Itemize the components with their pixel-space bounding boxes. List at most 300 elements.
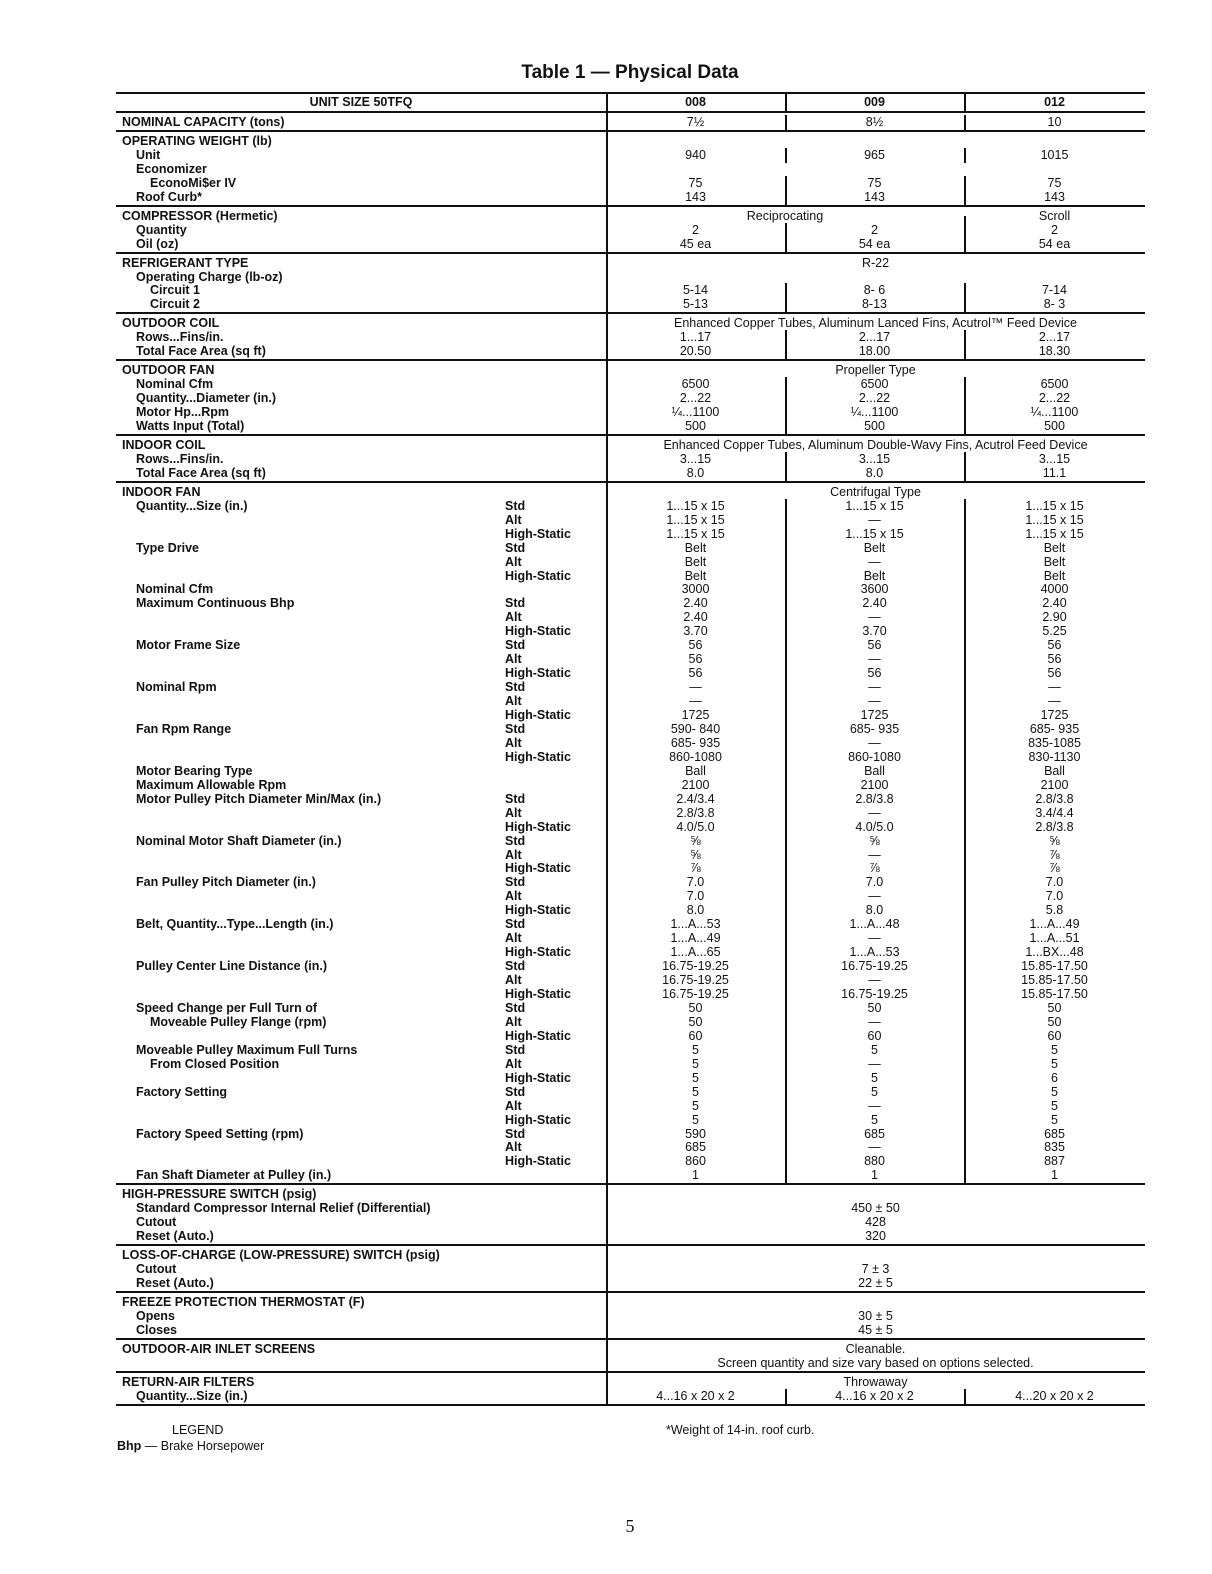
value-cell: Belt — [1043, 568, 1066, 583]
value-cell: 7.0 — [686, 889, 705, 904]
column-divider — [964, 610, 966, 625]
column-divider — [785, 987, 787, 1002]
table-title: Table 1 — Physical Data — [521, 62, 739, 83]
value-cell: 685- 935 — [849, 721, 900, 736]
column-divider — [785, 176, 787, 191]
column-divider — [964, 555, 966, 570]
column-divider — [785, 764, 787, 779]
option-label: High-Static — [505, 1154, 571, 1169]
column-divider — [785, 1127, 787, 1142]
column-divider — [785, 190, 787, 205]
value-cell: 8- 6 — [863, 283, 886, 298]
row-label: Cutout — [136, 1262, 177, 1277]
value-cell: 7½ — [686, 115, 705, 129]
value-cell: 75 — [1047, 175, 1062, 190]
value-cell: 8.0 — [686, 465, 705, 480]
value-cell: 143 — [864, 189, 885, 204]
row-label: Opens — [136, 1308, 175, 1323]
value-cell: 8.0 — [686, 903, 705, 918]
value-cell: 5 — [1051, 1098, 1058, 1113]
value-cell: 4.0/5.0 — [855, 819, 894, 834]
value-cell: 2.8/3.8 — [1035, 819, 1074, 834]
column-divider — [785, 931, 787, 946]
column-divider — [785, 750, 787, 765]
column-divider — [964, 1389, 966, 1404]
legend-entry — [117, 1438, 264, 1454]
column-divider — [964, 596, 966, 611]
row-label: Fan Pulley Pitch Diameter (in.) — [136, 875, 316, 890]
value-cell: 6 — [1051, 1070, 1058, 1085]
column-divider — [964, 638, 966, 653]
column-divider — [964, 541, 966, 556]
section-divider — [606, 1184, 608, 1244]
column-divider — [964, 237, 966, 252]
column-divider — [964, 666, 966, 681]
option-label: High-Static — [505, 749, 571, 764]
value-cell: 16.75-19.25 — [662, 973, 729, 988]
row-label: Circuit 1 — [150, 283, 201, 298]
value-cell: 1...A...65 — [670, 945, 721, 960]
option-label: Alt — [505, 652, 522, 667]
value-cell: 1725 — [860, 708, 889, 722]
legend-heading: LEGEND — [172, 1423, 224, 1437]
column-divider — [785, 1085, 787, 1100]
value-cell: 3...15 — [858, 451, 891, 466]
value-cell: 50 — [688, 1014, 703, 1029]
value-cell: 1 — [871, 1168, 878, 1183]
column-divider — [785, 419, 787, 434]
row-label: Cutout — [136, 1215, 177, 1230]
value-cell: 50 — [867, 1000, 882, 1015]
column-divider — [785, 1113, 787, 1128]
value-cell: 16.75-19.25 — [662, 987, 729, 1001]
row-label: Motor Frame Size — [136, 638, 241, 653]
value-cell: 60 — [1047, 1028, 1062, 1043]
section-rule — [116, 1404, 1145, 1406]
row-label: Maximum Allowable Rpm — [136, 777, 287, 792]
value-cell: — — [868, 680, 881, 695]
value-cell: — — [868, 1014, 881, 1029]
value-cell: 3...15 — [679, 451, 712, 466]
value-cell: Belt — [863, 540, 886, 555]
column-divider — [785, 792, 787, 807]
column-divider — [964, 861, 966, 876]
row-label: Oil (oz) — [136, 236, 179, 251]
option-label: High-Static — [505, 1070, 571, 1085]
value-cell: 2100 — [681, 777, 710, 792]
value-cell: — — [868, 652, 881, 667]
row-label: Operating Charge (lb-oz) — [136, 269, 283, 284]
column-divider — [785, 1071, 787, 1086]
section-divider — [606, 1292, 608, 1338]
column-header-012: 012 — [1044, 95, 1065, 109]
section-rule — [116, 1244, 1145, 1246]
column-divider — [785, 820, 787, 835]
column-divider — [964, 1071, 966, 1086]
column-divider — [785, 405, 787, 420]
merged-value: 450 ± 50 — [851, 1201, 900, 1216]
value-cell: 56 — [688, 666, 703, 681]
section-divider — [606, 1245, 608, 1291]
row-label: Nominal Cfm — [136, 377, 214, 392]
value-cell: 3600 — [860, 582, 889, 597]
value-cell: ⅝ — [869, 833, 880, 848]
value-cell: 2.4/3.4 — [676, 791, 715, 806]
value-cell: 5 — [692, 1070, 699, 1085]
column-divider — [785, 736, 787, 751]
merged-value: Propeller Type — [835, 363, 916, 378]
value-cell: 830-1130 — [1028, 749, 1081, 764]
column-header-009: 009 — [864, 95, 885, 109]
row-label: Quantity...Diameter (in.) — [136, 391, 277, 406]
column-divider — [964, 1015, 966, 1030]
column-divider — [785, 652, 787, 667]
value-cell: 10 — [1047, 115, 1062, 129]
column-divider — [785, 330, 787, 345]
column-divider — [785, 889, 787, 904]
value-cell: 6500 — [860, 377, 889, 392]
row-label: Nominal Cfm — [136, 582, 214, 597]
column-divider — [785, 297, 787, 312]
section-divider — [606, 313, 608, 359]
column-divider — [964, 419, 966, 434]
row-label: NOMINAL CAPACITY (tons) — [122, 115, 285, 129]
value-cell: ⅞ — [690, 861, 701, 876]
column-divider — [964, 875, 966, 890]
option-label: Std — [505, 498, 526, 513]
column-divider — [785, 945, 787, 960]
value-cell: 685- 935 — [670, 735, 721, 750]
value-cell: 56 — [1047, 666, 1062, 681]
row-label: LOSS-OF-CHARGE (LOW-PRESSURE) SWITCH (psig) — [122, 1248, 440, 1263]
option-label: High-Static — [505, 1028, 571, 1043]
column-divider — [785, 959, 787, 974]
row-label: Standard Compressor Internal Relief (Differential) — [136, 1201, 431, 1216]
value-cell: 6500 — [1040, 377, 1069, 392]
value-cell: 4...16 x 20 x 2 — [656, 1388, 735, 1403]
option-label: Alt — [505, 554, 522, 569]
value-cell: 75 — [867, 175, 882, 190]
value-cell: 685 — [1044, 1126, 1065, 1141]
option-label: High-Static — [505, 708, 571, 722]
value-cell: ⅝ — [690, 833, 701, 848]
merged-value: R-22 — [861, 255, 890, 270]
value-cell: 2 — [692, 222, 699, 237]
merged-value: Centrifugal Type — [830, 484, 921, 499]
value-cell: 685- 935 — [1029, 721, 1080, 736]
row-label: OUTDOOR COIL — [122, 316, 220, 331]
table-top-rule — [116, 92, 1145, 94]
value-cell: 1...BX...48 — [1025, 945, 1084, 960]
value-cell: 1 — [692, 1168, 699, 1183]
row-label: REFRIGERANT TYPE — [122, 255, 249, 270]
option-label: High-Static — [505, 1112, 571, 1127]
option-label: High-Static — [505, 624, 571, 639]
value-cell: — — [868, 1056, 881, 1071]
column-divider — [785, 541, 787, 556]
option-label: Alt — [505, 1014, 522, 1029]
value-cell: — — [868, 931, 881, 946]
column-divider — [964, 778, 966, 793]
value-cell: — — [868, 1098, 881, 1113]
column-divider — [785, 680, 787, 695]
column-divider — [964, 190, 966, 205]
header-divider — [964, 92, 966, 112]
merged-value: 45 ± 5 — [858, 1322, 893, 1337]
row-label: Speed Change per Full Turn of — [136, 1000, 318, 1015]
column-divider — [964, 223, 966, 238]
header-divider — [785, 92, 787, 112]
column-divider — [785, 708, 787, 723]
row-label: Fan Rpm Range — [136, 721, 232, 736]
option-label: Std — [505, 917, 526, 932]
value-cell: 4.0/5.0 — [676, 819, 715, 834]
column-divider — [964, 527, 966, 542]
column-divider — [964, 973, 966, 988]
value-cell: Ball — [864, 763, 885, 778]
option-label: Alt — [505, 1140, 522, 1155]
column-divider — [964, 764, 966, 779]
row-label: Economizer — [136, 161, 207, 176]
value-cell: 5 — [871, 1042, 878, 1057]
column-divider — [785, 834, 787, 849]
merged-value: 30 ± 5 — [858, 1308, 893, 1323]
row-label: Fan Shaft Diameter at Pulley (in.) — [136, 1168, 332, 1183]
row-label: Nominal Rpm — [136, 680, 217, 695]
value-cell: 3000 — [681, 582, 710, 597]
value-cell: 7.0 — [1045, 875, 1064, 890]
value-cell: 7.0 — [686, 875, 705, 890]
option-label: Alt — [505, 805, 522, 820]
value-cell: 590 — [685, 1126, 706, 1141]
value-cell: 1...A...51 — [1029, 931, 1080, 946]
value-cell: ⅞ — [1049, 847, 1060, 862]
value-cell: 1...15 x 15 — [845, 526, 904, 541]
row-label: Roof Curb* — [136, 189, 202, 204]
column-divider — [785, 1140, 787, 1155]
column-divider — [964, 1057, 966, 1072]
column-divider — [964, 1029, 966, 1044]
value-cell: 2...22 — [858, 391, 891, 406]
row-label: Quantity — [136, 222, 187, 237]
column-divider — [785, 513, 787, 528]
value-cell: Belt — [1043, 540, 1066, 555]
value-cell: 5 — [871, 1070, 878, 1085]
option-label: High-Static — [505, 568, 571, 583]
value-cell: Ball — [685, 763, 706, 778]
row-label: Moveable Pulley Flange (rpm) — [150, 1014, 327, 1029]
value-cell: 860-1080 — [848, 749, 901, 764]
value-cell: 2.8/3.8 — [855, 791, 894, 806]
column-divider — [785, 499, 787, 514]
value-cell: 2...17 — [1038, 330, 1071, 345]
value-cell: 5 — [692, 1056, 699, 1071]
column-divider — [964, 1099, 966, 1114]
merged-value: Screen quantity and size vary based on options selected. — [717, 1355, 1034, 1370]
value-cell: 16.75-19.25 — [841, 959, 908, 974]
option-label: Std — [505, 1042, 526, 1057]
column-divider — [785, 569, 787, 584]
option-label: Std — [505, 680, 526, 695]
column-divider — [785, 596, 787, 611]
value-cell: 835 — [1044, 1140, 1065, 1155]
column-divider — [964, 148, 966, 163]
column-divider — [785, 1057, 787, 1072]
column-divider — [964, 1113, 966, 1128]
value-cell: 15.85-17.50 — [1021, 987, 1088, 1001]
value-cell: 590- 840 — [670, 721, 721, 736]
column-divider — [785, 223, 787, 238]
column-divider — [785, 283, 787, 298]
row-label: FREEZE PROTECTION THERMOSTAT (F) — [122, 1294, 365, 1309]
row-label: OPERATING WEIGHT (lb) — [122, 133, 272, 148]
column-divider — [964, 680, 966, 695]
value-cell: Ball — [1044, 763, 1065, 778]
value-cell: 60 — [688, 1028, 703, 1043]
value-cell: 5-13 — [682, 297, 709, 312]
column-divider — [785, 1389, 787, 1404]
column-divider — [785, 722, 787, 737]
option-label: Std — [505, 959, 526, 974]
value-cell: 2.40 — [683, 610, 708, 625]
value-cell: 5.25 — [1042, 624, 1067, 639]
value-cell: 5 — [871, 1112, 878, 1127]
section-rule — [116, 481, 1145, 483]
value-cell: — — [868, 554, 881, 569]
row-label: Type Drive — [136, 540, 199, 555]
column-divider — [785, 1043, 787, 1058]
value-cell: 15.85-17.50 — [1021, 959, 1088, 974]
value-cell: ¼...1100 — [671, 405, 720, 420]
value-cell: 1...17 — [679, 330, 712, 345]
value-cell: ¼...1100 — [850, 405, 899, 420]
footnote: *Weight of 14-in. roof curb. — [666, 1423, 815, 1437]
column-divider — [964, 917, 966, 932]
column-divider — [785, 1099, 787, 1114]
column-divider — [964, 1127, 966, 1142]
value-cell: 2.90 — [1042, 610, 1067, 625]
value-cell: 965 — [864, 147, 885, 162]
value-cell: 6500 — [681, 377, 710, 392]
section-rule — [116, 1338, 1145, 1340]
value-cell: 3.4/4.4 — [1035, 805, 1074, 820]
value-cell: 940 — [685, 147, 706, 162]
value-cell: 3...15 — [1038, 451, 1071, 466]
value-cell: 143 — [685, 189, 706, 204]
value-cell: 500 — [864, 419, 885, 433]
column-divider — [964, 959, 966, 974]
value-cell: 56 — [688, 652, 703, 667]
row-label: Moveable Pulley Maximum Full Turns — [136, 1042, 358, 1057]
option-label: Alt — [505, 610, 522, 625]
page-number: 5 — [625, 1516, 635, 1536]
column-divider — [964, 452, 966, 467]
value-cell: 18.30 — [1038, 344, 1071, 359]
column-divider — [964, 945, 966, 960]
column-divider — [964, 889, 966, 904]
column-divider — [964, 694, 966, 709]
value-cell: 1...15 x 15 — [666, 526, 725, 541]
option-label: Alt — [505, 931, 522, 946]
section-rule — [116, 205, 1145, 207]
column-divider — [785, 582, 787, 597]
merged-value: Enhanced Copper Tubes, Aluminum Double-Wavy Fins, Acutrol Feed Device — [663, 437, 1088, 452]
section-rule — [116, 434, 1145, 436]
value-cell: 1725 — [681, 708, 710, 722]
value-cell: 20.50 — [679, 344, 712, 359]
column-divider — [964, 115, 966, 130]
row-label: Pulley Center Line Distance (in.) — [136, 959, 328, 974]
column-divider — [964, 582, 966, 597]
row-label: HIGH-PRESSURE SWITCH (psig) — [122, 1187, 317, 1202]
value-cell: 5 — [871, 1084, 878, 1099]
value-cell: — — [689, 694, 702, 709]
value-cell: 7.0 — [1045, 889, 1064, 904]
column-divider — [964, 1154, 966, 1169]
value-cell: 1...15 x 15 — [1025, 526, 1084, 541]
column-divider — [964, 1085, 966, 1100]
value-cell: 5-14 — [682, 283, 709, 298]
value-cell: 880 — [864, 1154, 885, 1169]
column-divider — [964, 848, 966, 863]
section-rule — [116, 1183, 1145, 1185]
column-divider — [785, 466, 787, 481]
option-label: Alt — [505, 847, 522, 862]
value-cell: 5 — [692, 1084, 699, 1099]
section-divider — [606, 1339, 608, 1371]
value-cell: 1...A...53 — [849, 945, 900, 960]
value-cell: 887 — [1044, 1154, 1065, 1169]
column-divider — [785, 903, 787, 918]
row-label: Rows...Fins/in. — [136, 451, 224, 466]
column-divider — [964, 750, 966, 765]
column-divider — [785, 555, 787, 570]
value-cell: 1...15 x 15 — [666, 498, 725, 513]
merged-value-008-009: Reciprocating — [746, 208, 824, 223]
value-cell: 4000 — [1040, 582, 1069, 597]
row-label: Closes — [136, 1322, 177, 1337]
row-label: Rows...Fins/in. — [136, 330, 224, 345]
option-label: Alt — [505, 889, 522, 904]
value-cell: — — [1048, 694, 1061, 709]
column-divider — [785, 666, 787, 681]
value-cell: 1...15 x 15 — [1025, 498, 1084, 513]
value-cell: 7-14 — [1041, 283, 1068, 298]
section-divider — [606, 131, 608, 205]
value-cell: 5 — [1051, 1056, 1058, 1071]
row-label: INDOOR FAN — [122, 484, 201, 499]
value-cell: 1 — [1051, 1168, 1058, 1183]
value-cell: 8- 3 — [1043, 297, 1066, 312]
column-divider — [964, 1043, 966, 1058]
row-label: Total Face Area (sq ft) — [136, 465, 266, 480]
column-divider — [785, 1168, 787, 1183]
value-cell: 5 — [1051, 1112, 1058, 1127]
column-divider — [964, 834, 966, 849]
option-label: Std — [505, 1000, 526, 1015]
value-cell: 2 — [871, 222, 878, 237]
value-cell: Belt — [863, 568, 886, 583]
option-label: Alt — [505, 1056, 522, 1071]
row-label: Motor Hp...Rpm — [136, 405, 230, 420]
column-divider — [964, 931, 966, 946]
value-cell: — — [868, 610, 881, 625]
row-label: Factory Setting — [136, 1084, 227, 1099]
column-divider — [964, 987, 966, 1002]
value-cell: 835-1085 — [1028, 735, 1081, 750]
row-label: OUTDOOR FAN — [122, 363, 215, 378]
value-cell: 2...22 — [679, 391, 712, 406]
